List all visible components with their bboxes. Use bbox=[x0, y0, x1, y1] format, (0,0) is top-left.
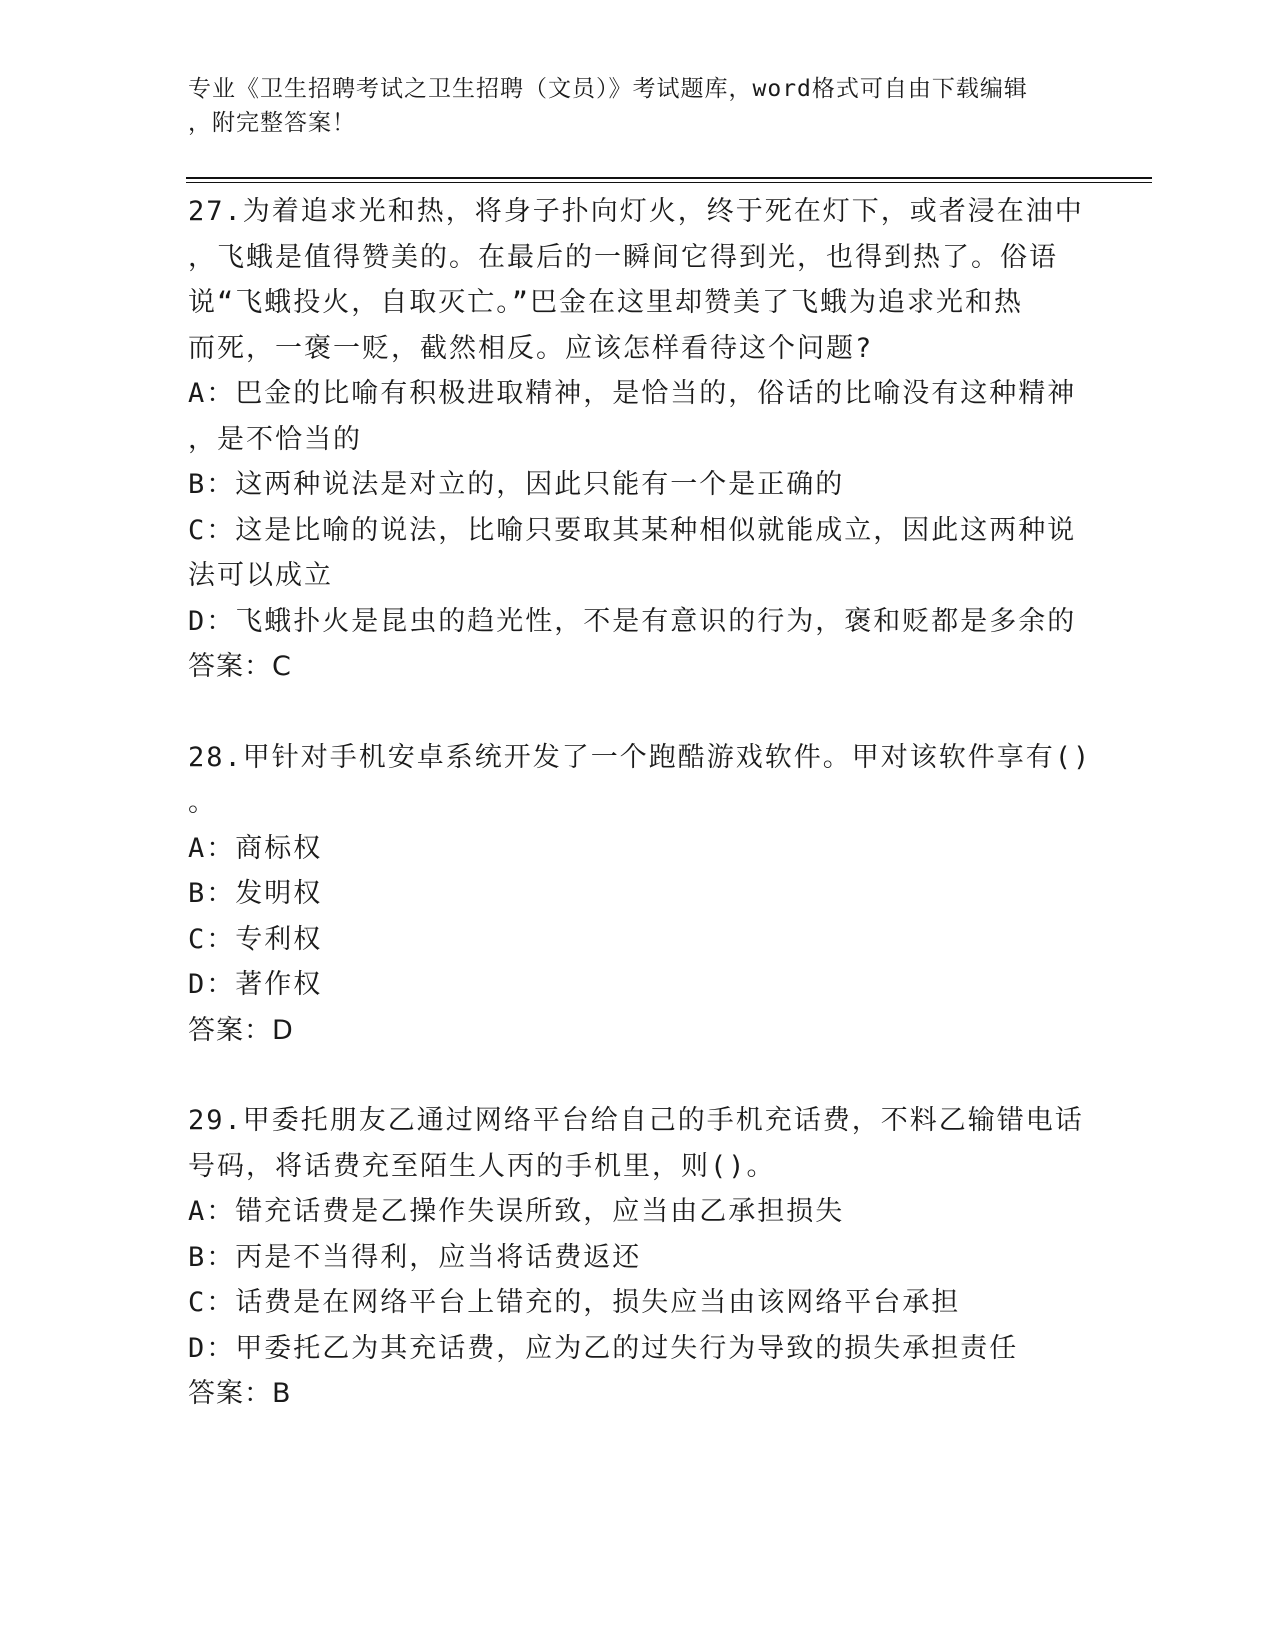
option-a: A：错充话费是乙操作失误所致，应当由乙承担损失 bbox=[188, 1196, 845, 1227]
question-stem-line: 。 bbox=[188, 787, 217, 818]
question-stem-line: 号码，将话费充至陌生人丙的手机里，则()。 bbox=[188, 1150, 776, 1182]
question-stem-line: 说“飞蛾投火，自取灭亡。”巴金在这里却赞美了飞蛾为追求光和热 bbox=[188, 287, 1024, 318]
option-d: D：甲委托乙为其充话费，应为乙的过失行为导致的损失承担责任 bbox=[188, 1332, 1019, 1364]
header-line-1: 专业《卫生招聘考试之卫生招聘（文员）》考试题库，word格式可自由下载编辑 bbox=[188, 76, 1028, 102]
question-stem-line: 29.甲委托朋友乙通过网络平台给自己的手机充话费，不料乙输错电话 bbox=[188, 1105, 1084, 1136]
option-c: C：专利权 bbox=[188, 923, 323, 955]
page-header bbox=[188, 72, 1068, 140]
question-27 bbox=[188, 189, 1088, 690]
question-stem-line: 27.为着追求光和热，将身子扑向灯火，终于死在灯下，或者浸在油中 bbox=[188, 196, 1084, 227]
question-stem-line: ，飞蛾是值得赞美的。在最后的一瞬间它得到光，也得到热了。俗语 bbox=[188, 241, 1058, 273]
option-b: B：丙是不当得利，应当将话费返还 bbox=[188, 1241, 642, 1273]
question-29 bbox=[188, 1098, 1088, 1417]
question-list bbox=[188, 189, 1092, 1417]
question-stem-line: 28.甲针对手机安卓系统开发了一个跑酷游戏软件。甲对该软件享有() bbox=[188, 741, 1092, 773]
answer-line: 答案：D bbox=[188, 1014, 294, 1046]
header-divider-thick bbox=[186, 177, 1152, 179]
question-28 bbox=[188, 735, 1092, 1054]
answer-line: 答案：C bbox=[188, 651, 292, 682]
question-spacer bbox=[188, 690, 1088, 735]
answer-line: 答案：B bbox=[188, 1378, 292, 1409]
option-c: C：这是比喻的说法，比喻只要取其某种相似就能成立，因此这两种说 bbox=[188, 514, 1077, 546]
option-a: A：商标权 bbox=[188, 832, 323, 864]
option-b: B：这两种说法是对立的，因此只能有一个是正确的 bbox=[188, 469, 845, 500]
question-spacer bbox=[188, 1053, 1088, 1098]
question-stem-line: 而死，一褒一贬，截然相反。应该怎样看待这个问题? bbox=[188, 332, 874, 364]
header-line-2: ，附完整答案！ bbox=[188, 110, 356, 136]
option-a: A：巴金的比喻有积极进取精神，是恰当的，俗话的比喻没有这种精神 bbox=[188, 378, 1077, 409]
option-d: D：著作权 bbox=[188, 969, 323, 1000]
option-c: C：话费是在网络平台上错充的，损失应当由该网络平台承担 bbox=[188, 1287, 961, 1318]
option-a-continued: ，是不恰当的 bbox=[188, 423, 362, 455]
option-d: D：飞蛾扑火是昆虫的趋光性，不是有意识的行为，褒和贬都是多余的 bbox=[188, 605, 1077, 637]
header-divider-thin bbox=[186, 182, 1152, 183]
option-c-continued: 法可以成立 bbox=[188, 560, 333, 591]
option-b: B：发明权 bbox=[188, 878, 323, 909]
